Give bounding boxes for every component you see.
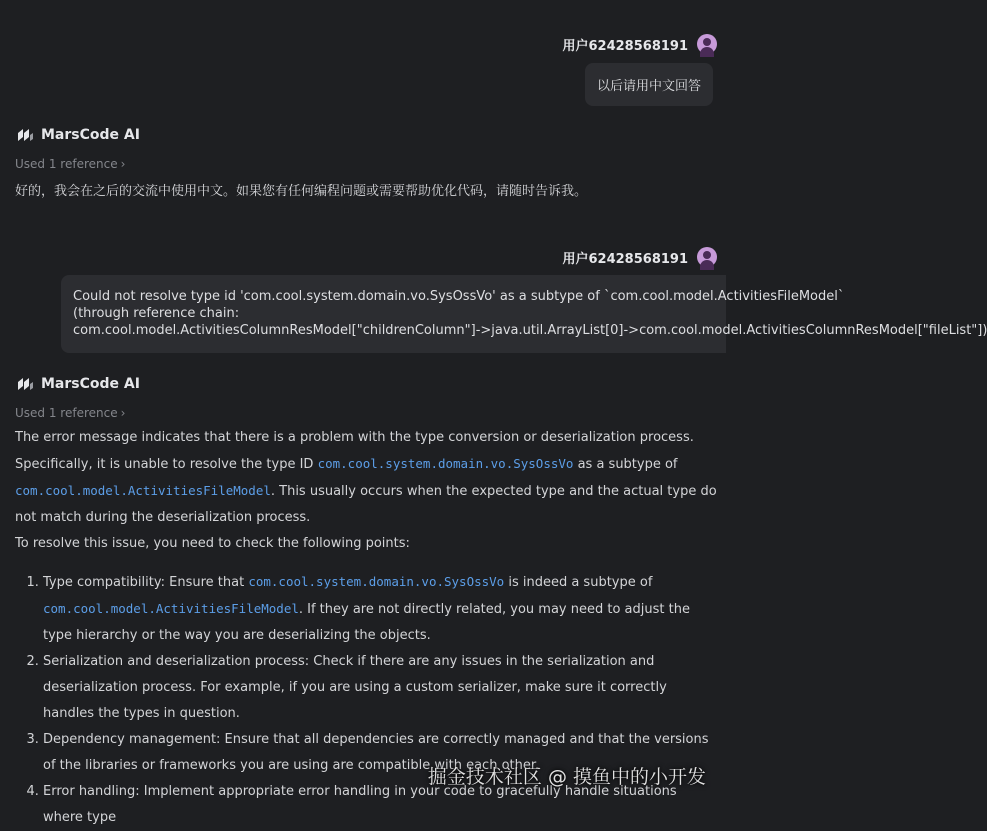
answer-text: as a subtype of xyxy=(573,457,678,472)
used-reference-label: Used 1 reference xyxy=(15,406,118,420)
answer-text: The error message indicates that there is a problem with the type conversion or deserialization process. Specifically, it is unable to resolve the type ID xyxy=(15,430,694,472)
answer-paragraph: To resolve this issue, you need to check the following points: xyxy=(15,536,410,551)
error-line: Could not resolve type id 'com.cool.system.domain.vo.SysOssVo' as a subtype of `com.cool.model.ActivitiesFileModel` xyxy=(73,289,845,304)
user-message-bubble xyxy=(61,275,987,353)
answer-paragraph xyxy=(15,425,720,531)
used-reference-link[interactable] xyxy=(15,157,125,171)
inline-code: com.cool.system.domain.vo.SysOssVo xyxy=(317,456,574,471)
ai-header xyxy=(15,374,140,394)
error-line: com.cool.model.ActivitiesColumnResModel["childrenColumn"]->java.util.ArrayList[0]->com.cool.model.ActivitiesColumnResModel["fileList"]) xyxy=(73,323,987,338)
answer-text: is indeed a subtype of xyxy=(504,575,653,590)
used-reference-link[interactable] xyxy=(15,406,125,420)
used-reference-label: Used 1 reference xyxy=(15,157,118,171)
watermark: 掘金技术社区 @ 摸鱼中的小开发 xyxy=(427,766,706,788)
list-item: 2. Serialization and deserialization process: Check if there are any issues in the serialization and deserialization process. For example, if you are using a custom serializer, make sure it correctly handles the types in question. xyxy=(43,649,720,727)
ai-reply-text: 好的，我会在之后的交流中使用中文。如果您有任何编程问题或需要帮助优化代码，请随时告诉我。 xyxy=(15,184,588,199)
user-header xyxy=(563,34,718,54)
user-avatar-icon[interactable] xyxy=(697,247,717,267)
list-item: 3. Dependency management: Ensure that all dependencies are correctly managed and that the versions of the libraries or frameworks you are using are compatible with each other. xyxy=(43,727,720,779)
chevron-right-icon: › xyxy=(120,406,126,420)
user-message-bubble: 以后请用中文回答 xyxy=(585,63,713,106)
error-line: (through reference chain: xyxy=(73,306,240,321)
list-item: 4. Error handling: Implement appropriate error handling in your code to gracefully handle situations where type xyxy=(43,779,720,831)
chevron-right-icon: › xyxy=(120,157,126,171)
ai-name: MarsCode AI xyxy=(41,127,140,143)
marscode-logo-icon xyxy=(15,374,35,394)
user-name: 用户62428568191 xyxy=(562,38,688,54)
inline-code: com.cool.model.ActivitiesFileModel xyxy=(43,601,299,616)
user-name: 用户62428568191 xyxy=(562,251,688,267)
user-header xyxy=(563,247,718,267)
answer-text: Type compatibility: Ensure that xyxy=(43,575,249,590)
marscode-logo-icon xyxy=(15,125,35,145)
inline-code: com.cool.model.ActivitiesFileModel xyxy=(15,483,271,498)
user-avatar-icon[interactable] xyxy=(697,34,717,54)
answer-text: . This usually occurs when the expected type and the actual type do not match during the deserialization process. xyxy=(15,484,717,525)
answer-text: . If they are not directly related, you may need to adjust the type hierarchy or the way you are deserializing the objects. xyxy=(43,602,690,643)
list-item xyxy=(43,569,720,649)
inline-code: com.cool.system.domain.vo.SysOssVo xyxy=(248,574,505,589)
ai-name: MarsCode AI xyxy=(41,376,140,392)
answer-list xyxy=(15,569,720,831)
ai-header xyxy=(15,125,140,145)
